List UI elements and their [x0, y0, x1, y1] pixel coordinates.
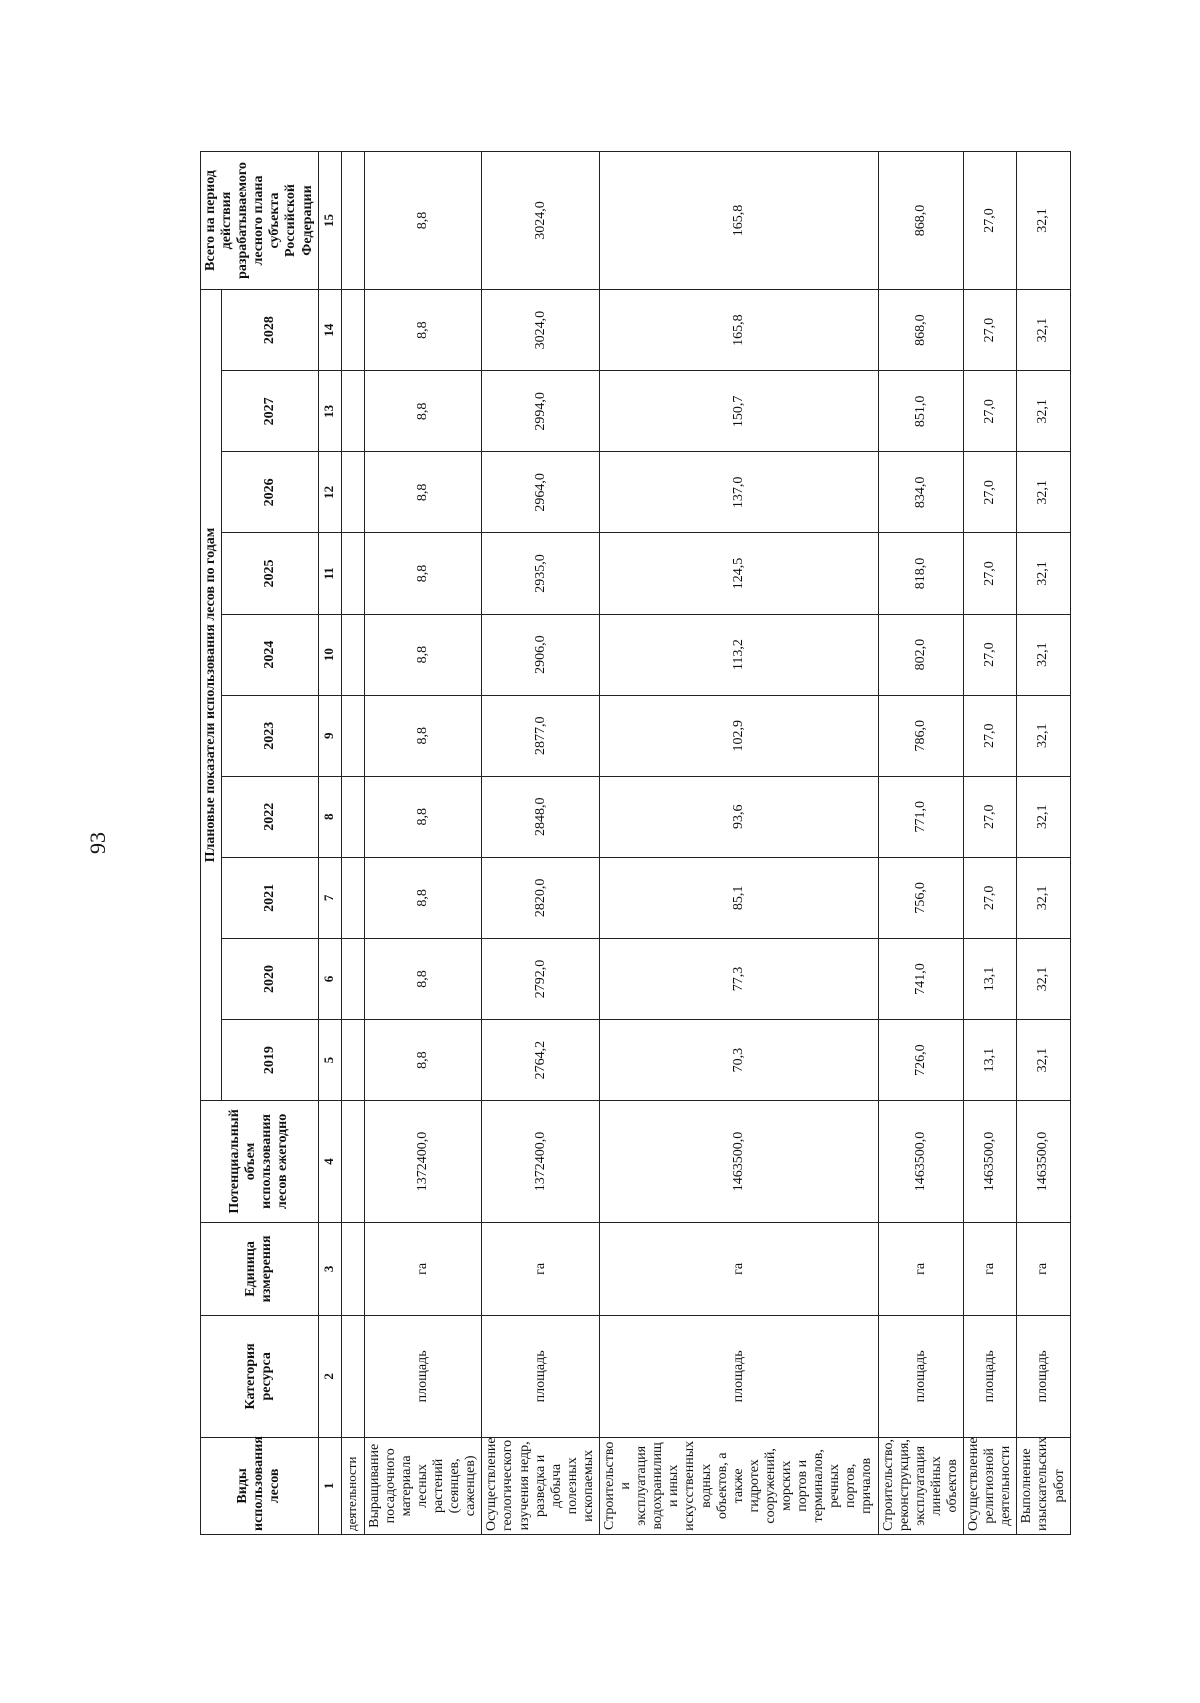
cell-total: 3024,0	[482, 152, 600, 290]
cell-year-value: 2906,0	[482, 614, 600, 695]
cell-year-value: 27,0	[964, 695, 1017, 776]
cell-unit: га	[1017, 1222, 1070, 1315]
cell-year-value: 786,0	[878, 695, 963, 776]
column-number: 2	[318, 1316, 341, 1438]
column-number: 14	[318, 290, 341, 371]
cell-year-value: 165,8	[599, 290, 878, 371]
column-number: 8	[318, 776, 341, 857]
cell-total: 868,0	[878, 152, 963, 290]
column-number: 1	[318, 1437, 341, 1534]
cell-year-value: 771,0	[878, 776, 963, 857]
cell-year-value: 150,7	[599, 371, 878, 452]
header-year: 2023	[222, 695, 318, 776]
cell-year-value: 2764,2	[482, 1020, 600, 1101]
cell-year-value: 93,6	[599, 776, 878, 857]
cell-year-value: 3024,0	[482, 290, 600, 371]
cell-year-value: 2877,0	[482, 695, 600, 776]
table-row	[364, 152, 482, 1535]
cell-year-value: 85,1	[599, 857, 878, 938]
header-year: 2024	[222, 614, 318, 695]
header-planned-group: Плановые показатели использования лесов по годам	[201, 290, 222, 1101]
cell-year-value: 32,1	[1017, 614, 1070, 695]
cell-year-value: 70,3	[599, 1020, 878, 1101]
header-year: 2026	[222, 452, 318, 533]
forest-use-table-container	[200, 151, 1067, 1535]
column-number: 12	[318, 452, 341, 533]
table-row	[964, 152, 1017, 1535]
cell-year-value: 2935,0	[482, 533, 600, 614]
cell-year-value: 2964,0	[482, 452, 600, 533]
cell-potential: 1372400,0	[482, 1101, 600, 1223]
cell-unit: га	[599, 1222, 878, 1315]
cell-potential: 1463500,0	[964, 1101, 1017, 1223]
cell-year-value: 834,0	[878, 452, 963, 533]
cell-year-value: 32,1	[1017, 776, 1070, 857]
cell-year-value: 2820,0	[482, 857, 600, 938]
cell-year-value: 851,0	[878, 371, 963, 452]
cell-year-value: 27,0	[964, 857, 1017, 938]
cell-year-value: 8,8	[364, 452, 482, 533]
cell-year-value: 27,0	[964, 290, 1017, 371]
cell-kind: Строительство, реконструкция, эксплуатация линейных объектов	[878, 1437, 963, 1534]
cell-year-value: 2848,0	[482, 776, 600, 857]
cell-year-value: 8,8	[364, 614, 482, 695]
cell-year-value: 802,0	[878, 614, 963, 695]
cell-year-value: 32,1	[1017, 1020, 1070, 1101]
cell-category: площадь	[878, 1316, 963, 1438]
cell-kind: Осуществление религиозной деятельности	[964, 1437, 1017, 1534]
cell-year-value: 8,8	[364, 371, 482, 452]
cell-year-value: 32,1	[1017, 938, 1070, 1019]
column-number: 4	[318, 1101, 341, 1223]
cell-year-value: 27,0	[964, 776, 1017, 857]
cell-year-value: 32,1	[1017, 290, 1070, 371]
cell-potential: 1463500,0	[599, 1101, 878, 1223]
header-potential: Потенциальный объем использования лесов ежегодно	[201, 1101, 319, 1223]
cell-kind: Выращивание посадочного материала лесных растений (сеянцев, саженцев)	[364, 1437, 482, 1534]
header-unit: Единица измерения	[201, 1222, 319, 1315]
cell-total: 165,8	[599, 152, 878, 290]
cell-year-value: 8,8	[364, 776, 482, 857]
header-year: 2028	[222, 290, 318, 371]
cell-year-value: 27,0	[964, 533, 1017, 614]
table-row	[878, 152, 963, 1535]
cell-year-value: 27,0	[964, 614, 1017, 695]
cell-year-value: 27,0	[964, 371, 1017, 452]
cell-year-value: 868,0	[878, 290, 963, 371]
cell-year-value: 27,0	[964, 452, 1017, 533]
column-number: 15	[318, 152, 341, 290]
cell-year-value: 32,1	[1017, 857, 1070, 938]
cell-total: 8,8	[364, 152, 482, 290]
section-label: деятельности	[341, 1437, 364, 1534]
column-number: 6	[318, 938, 341, 1019]
column-number: 10	[318, 614, 341, 695]
cell-category: площадь	[599, 1316, 878, 1438]
cell-kind: Осуществление геологического изучения недр, разведка и добыча полезных ископаемых	[482, 1437, 600, 1534]
column-number: 3	[318, 1222, 341, 1315]
cell-year-value: 726,0	[878, 1020, 963, 1101]
cell-year-value: 124,5	[599, 533, 878, 614]
table-row	[599, 152, 878, 1535]
header-kind: Виды использования лесов	[201, 1437, 319, 1534]
cell-year-value: 756,0	[878, 857, 963, 938]
header-year: 2022	[222, 776, 318, 857]
page-number: 93	[85, 832, 110, 854]
cell-total: 27,0	[964, 152, 1017, 290]
cell-potential: 1463500,0	[1017, 1101, 1070, 1223]
cell-year-value: 32,1	[1017, 533, 1070, 614]
cell-year-value: 8,8	[364, 533, 482, 614]
cell-year-value: 32,1	[1017, 695, 1070, 776]
cell-year-value: 102,9	[599, 695, 878, 776]
column-number: 13	[318, 371, 341, 452]
forest-use-table	[200, 151, 1071, 1535]
header-year: 2025	[222, 533, 318, 614]
cell-year-value: 8,8	[364, 857, 482, 938]
cell-year-value: 137,0	[599, 452, 878, 533]
cell-year-value: 32,1	[1017, 371, 1070, 452]
cell-year-value: 8,8	[364, 1020, 482, 1101]
header-year: 2021	[222, 857, 318, 938]
cell-potential: 1463500,0	[878, 1101, 963, 1223]
cell-year-value: 32,1	[1017, 452, 1070, 533]
header-total: Всего на период действия разрабатываемого лесного плана субъекта Российской Федерации	[201, 152, 319, 290]
header-year: 2027	[222, 371, 318, 452]
cell-year-value: 113,2	[599, 614, 878, 695]
cell-total: 32,1	[1017, 152, 1070, 290]
cell-category: площадь	[964, 1316, 1017, 1438]
cell-year-value: 8,8	[364, 695, 482, 776]
column-number: 5	[318, 1020, 341, 1101]
column-number: 7	[318, 857, 341, 938]
column-number: 11	[318, 533, 341, 614]
cell-unit: га	[964, 1222, 1017, 1315]
table-row	[482, 152, 600, 1535]
cell-year-value: 2994,0	[482, 371, 600, 452]
header-year: 2019	[222, 1020, 318, 1101]
column-number: 9	[318, 695, 341, 776]
cell-year-value: 8,8	[364, 290, 482, 371]
cell-year-value: 13,1	[964, 938, 1017, 1019]
header-year: 2020	[222, 938, 318, 1019]
cell-category: площадь	[1017, 1316, 1070, 1438]
cell-year-value: 2792,0	[482, 938, 600, 1019]
table-row	[1017, 152, 1070, 1535]
cell-unit: га	[878, 1222, 963, 1315]
cell-year-value: 8,8	[364, 938, 482, 1019]
cell-year-value: 818,0	[878, 533, 963, 614]
cell-unit: га	[482, 1222, 600, 1315]
cell-kind: Выполнение изыскательских работ	[1017, 1437, 1070, 1534]
cell-category: площадь	[364, 1316, 482, 1438]
cell-unit: га	[364, 1222, 482, 1315]
cell-category: площадь	[482, 1316, 600, 1438]
cell-kind: Строительство и эксплуатация водохранилищ и иных искусственных водных объектов, а также гидротех сооружений, морских портов и терминалов, речных портов, причалов	[599, 1437, 878, 1534]
header-category: Категория ресурса	[201, 1316, 319, 1438]
cell-year-value: 77,3	[599, 938, 878, 1019]
cell-year-value: 741,0	[878, 938, 963, 1019]
cell-potential: 1372400,0	[364, 1101, 482, 1223]
cell-year-value: 13,1	[964, 1020, 1017, 1101]
